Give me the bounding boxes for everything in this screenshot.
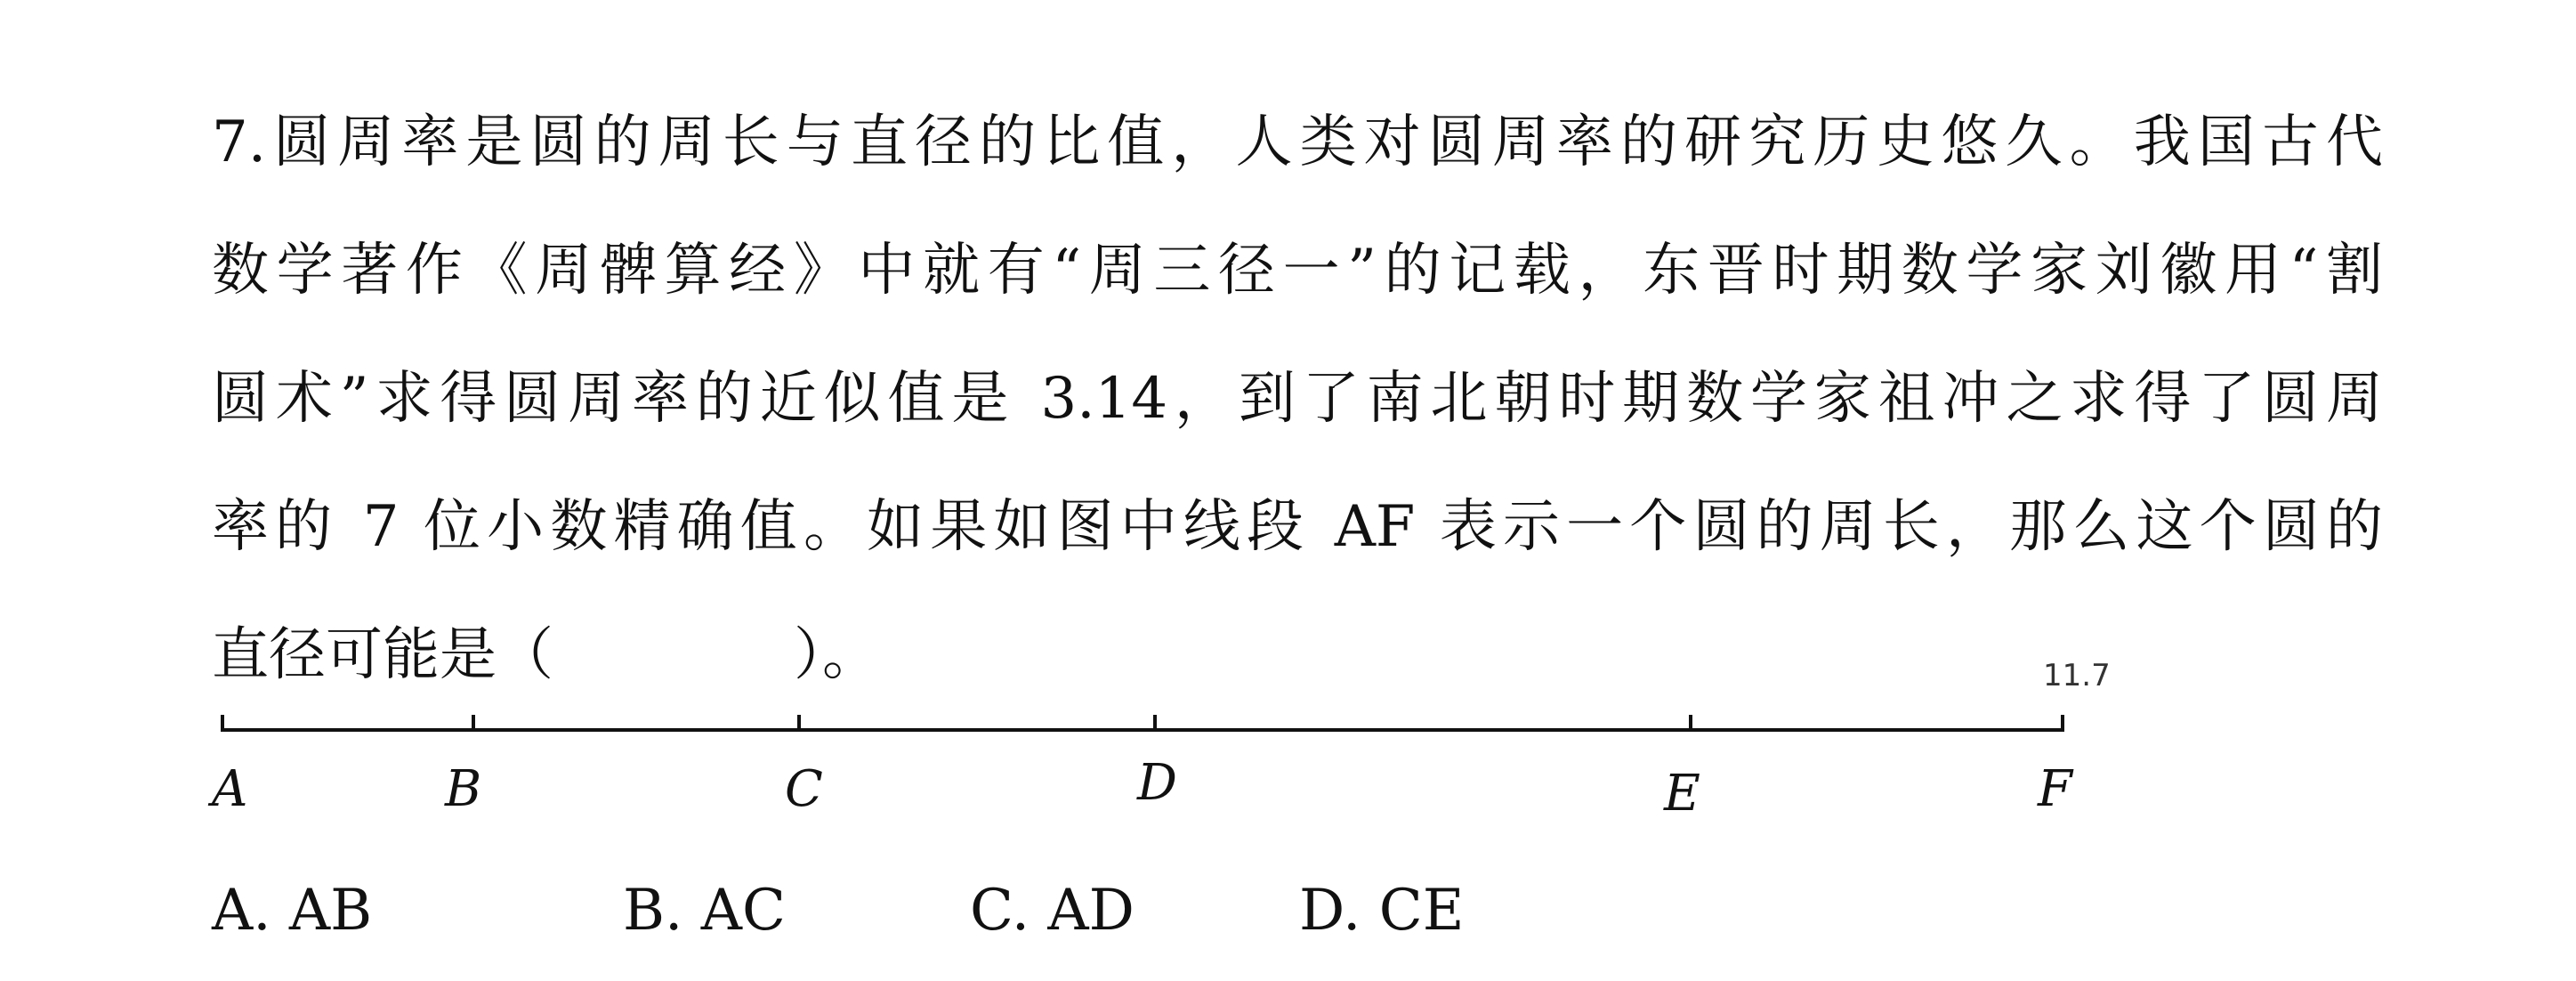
choice-d-text: CE: [1378, 878, 1465, 944]
corner-mark: 11.7: [2043, 658, 2111, 693]
point-label-a: A: [212, 760, 248, 818]
choice-a-letter: A.: [212, 878, 271, 944]
question-line-2: 数学著作《周髀算经》中就有“周三径一”的记载，东晋时期数学家刘徽用“割: [212, 238, 2383, 304]
choice-b-letter: B.: [623, 878, 683, 944]
choice-b[interactable]: [623, 871, 786, 951]
question-line-4: 率的 7 位小数精确值。如果如图中线段 AF 表示一个圆的周长，那么这个圆的: [212, 494, 2383, 560]
question-line-5-prefix: 直径可能是（: [212, 622, 553, 688]
point-label-d: D: [1137, 754, 1177, 812]
question-line-5-suffix: ）。: [794, 622, 879, 688]
choice-a[interactable]: [212, 871, 372, 951]
choice-d-letter: D.: [1299, 878, 1361, 944]
question-line-1: 7.圆周率是圆的周长与直径的比值，人类对圆周率的研究历史悠久。我国古代: [212, 109, 2383, 175]
choice-a-text: AB: [288, 878, 373, 944]
point-label-b: B: [445, 760, 482, 818]
choice-c[interactable]: [970, 871, 1135, 951]
choice-c-letter: C.: [970, 878, 1030, 944]
point-label-c: C: [785, 760, 823, 818]
choice-d[interactable]: [1299, 871, 1464, 951]
choice-c-text: AD: [1047, 878, 1135, 944]
point-label-e: E: [1664, 765, 1700, 823]
choice-b-text: AC: [700, 878, 786, 944]
point-label-f: F: [2038, 760, 2072, 818]
question-line-3: 圆术”求得圆周率的近似值是 3.14，到了南北朝时期数学家祖冲之求得了圆周: [212, 366, 2383, 432]
